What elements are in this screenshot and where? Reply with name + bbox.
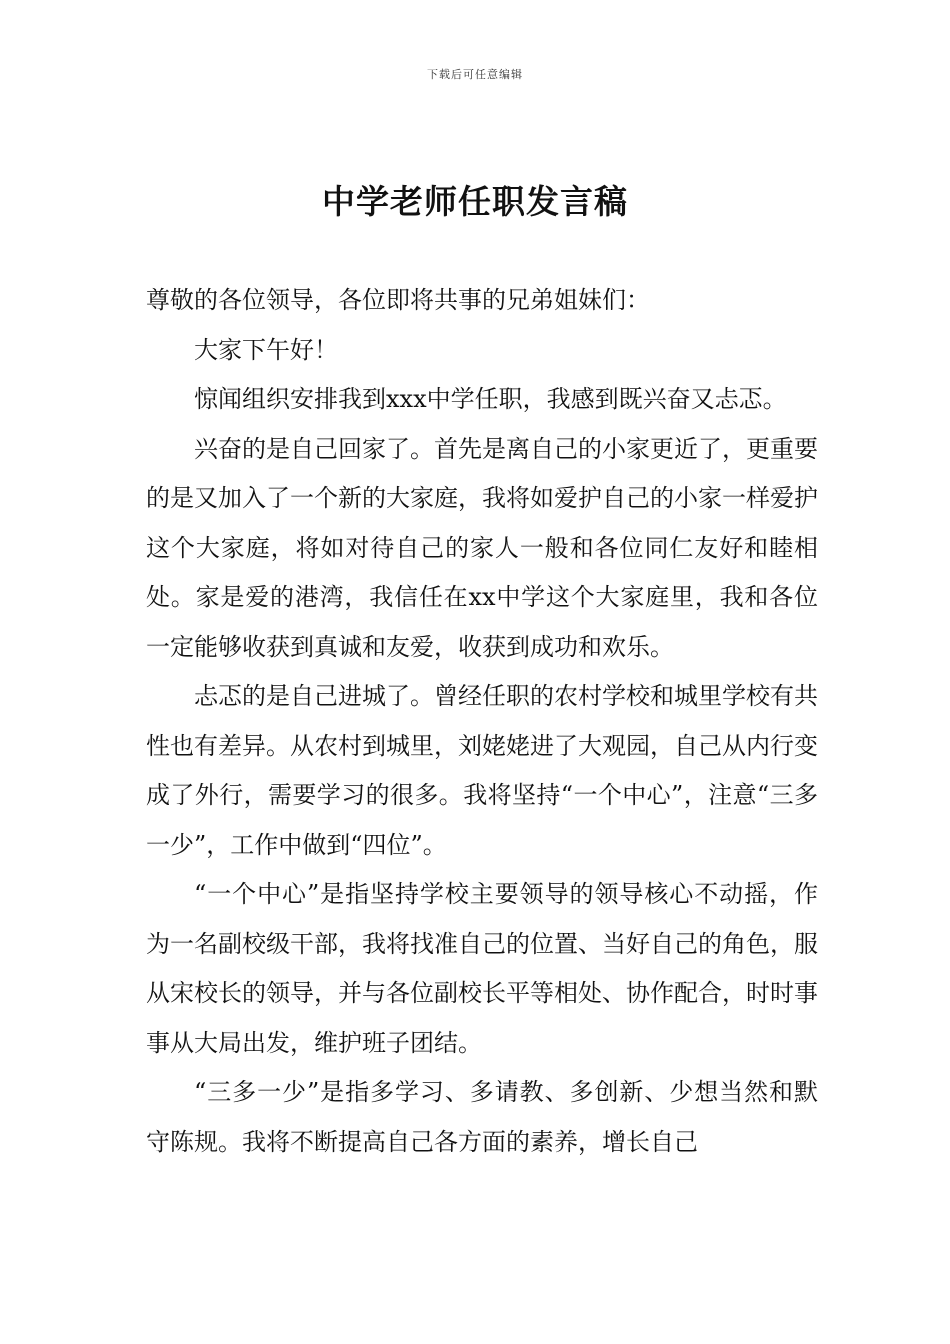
salutation-paragraph: 尊敬的各位领导，各位即将共事的兄弟姐妹们： bbox=[146, 286, 650, 314]
document-title: 中学老师任职发言稿 bbox=[322, 182, 628, 221]
header-note: 下载后可任意编辑 bbox=[427, 68, 523, 81]
body-paragraph: 兴奋的是自己回家了。首先是离自己的小家更近了，更重要的是又加入了一个新的大家庭，我将如爱护自己的小家一样爱护这个大家庭，将如对待自己的家人一般和各位同仁友好和睦相处。家是爱的港湾，我信任在xx中学这个大家庭里，我和各位一定能够收获到真诚和友爱，收获到成功和欢乐。 bbox=[146, 434, 818, 661]
greeting-paragraph: 大家下午好！ bbox=[194, 335, 338, 364]
document-body bbox=[146, 276, 818, 1167]
body-paragraph: “一个中心”是指坚持学校主要领导的领导核心不动摇，作为一名副校级干部，我将找准自己的位置、当好自己的角色，服从宋校长的领导，并与各位副校长平等相处、协作配合，时时事事从大局出发，维护班子团结。 bbox=[146, 880, 818, 1057]
body-paragraph: 惊闻组织安排我到xxx中学任职，我感到既兴奋又忐忑。 bbox=[194, 385, 787, 413]
body-paragraph: “三多一少”是指多学习、多请教、多创新、少想当然和默守陈规。我将不断提高自己各方面的素养，增长自己 bbox=[146, 1078, 818, 1156]
body-paragraph: 忐忑的是自己进城了。曾经任职的农村学校和城里学校有共性也有差异。从农村到城里，刘姥姥进了大观园，自己从内行变成了外行，需要学习的很多。我将坚持“一个中心”，注意“三多一少”，工作中做到“四位”。 bbox=[146, 682, 818, 859]
